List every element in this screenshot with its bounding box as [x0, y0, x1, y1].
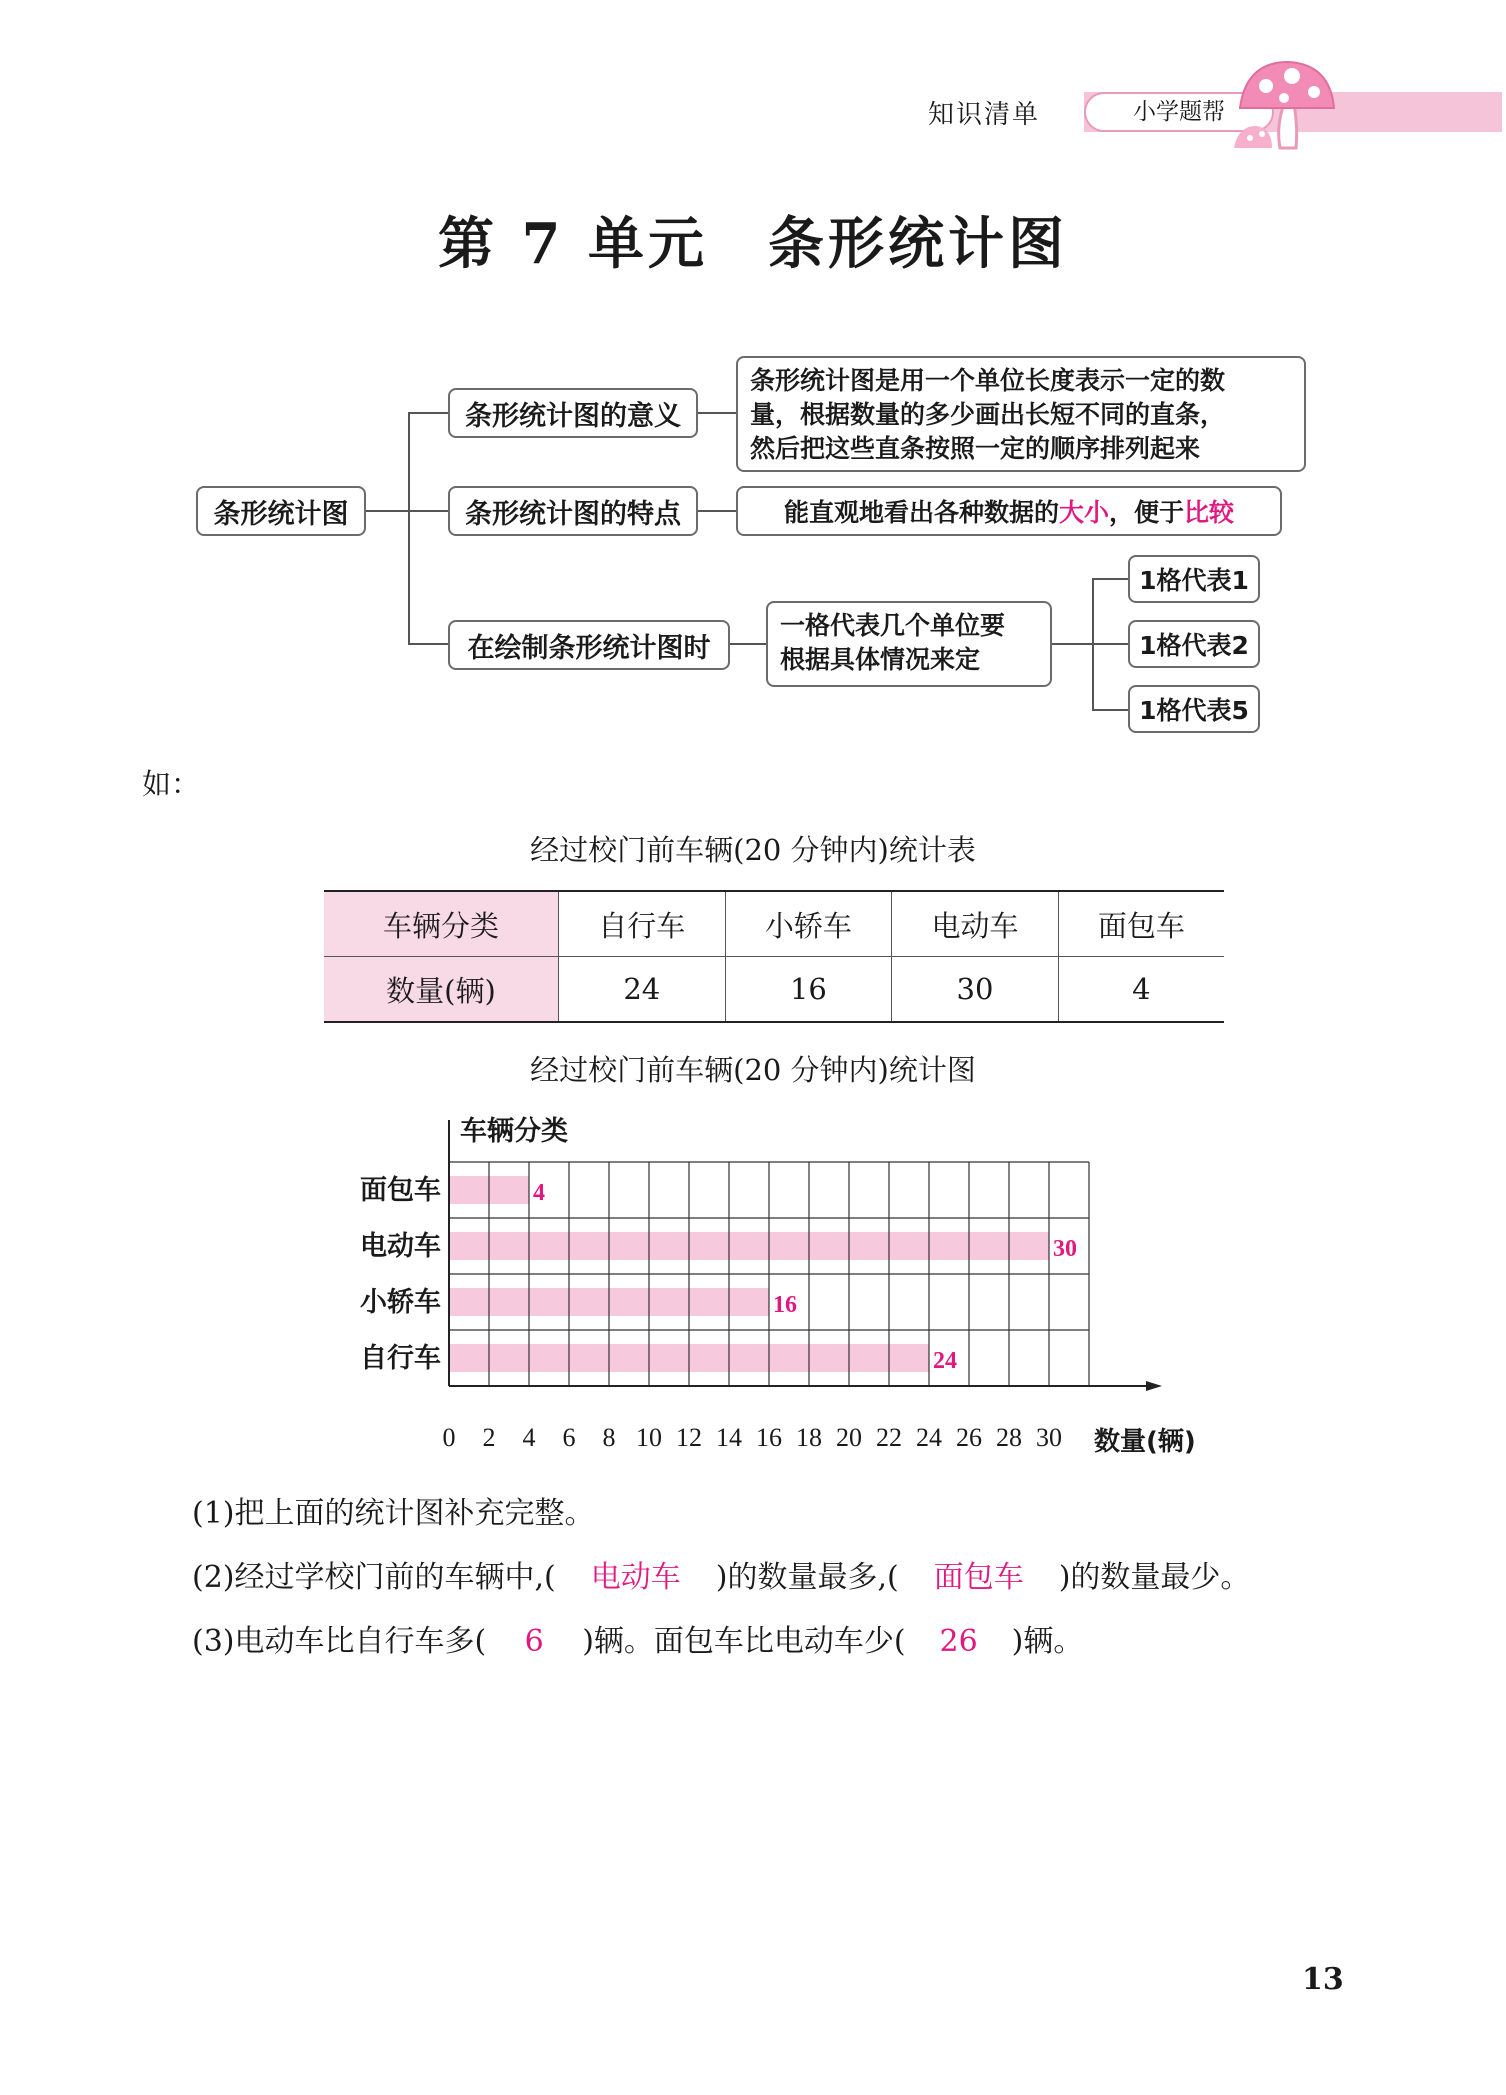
detail-line: 一格代表几个单位要 [780, 611, 1006, 640]
x-tick-label: 2 [482, 1423, 496, 1452]
x-tick-label: 30 [1036, 1423, 1062, 1452]
category-label: 面包车 [360, 1175, 441, 1206]
category-label: 自行车 [360, 1343, 441, 1374]
brand-label: 小学题帮 [1084, 92, 1274, 132]
unit-number: 第 7 单元 [438, 211, 708, 277]
question-2 [192, 1552, 1250, 1596]
option-box: 1格代表5 [1128, 685, 1260, 733]
bar-电动车 [449, 1232, 1049, 1260]
x-tick-label: 12 [676, 1423, 702, 1452]
y-axis-label: 车辆分类 [460, 1116, 568, 1147]
page-number: 13 [1302, 1962, 1344, 1997]
answer-diff-2: 26 [939, 1624, 978, 1659]
branch-drawing: 在绘制条形统计图时 [448, 620, 730, 670]
category-label: 小轿车 [360, 1287, 441, 1318]
x-tick-label: 10 [636, 1423, 662, 1452]
x-tick-label: 18 [796, 1423, 822, 1452]
category-label: 电动车 [360, 1231, 441, 1262]
section-label: 知识清单 [928, 100, 1041, 130]
x-axis-arrow [1146, 1381, 1162, 1391]
table-cell: 4 [1058, 957, 1224, 1023]
keyword-size: 大小 [1058, 498, 1109, 527]
table-cell: 小轿车 [725, 891, 892, 957]
example-label: 如： [142, 767, 201, 801]
bar-value-label: 30 [1053, 1236, 1077, 1262]
table-cell: 24 [559, 957, 726, 1023]
keyword-compare: 比较 [1184, 498, 1235, 527]
mindmap-root: 条形统计图 [196, 486, 366, 536]
x-tick-label: 26 [956, 1423, 982, 1452]
x-tick-label: 22 [876, 1423, 902, 1452]
x-tick-label: 14 [716, 1423, 742, 1452]
table-cell: 数量(辆) [324, 957, 559, 1023]
answer-diff-1: 6 [524, 1624, 544, 1659]
table-cell: 电动车 [892, 891, 1059, 957]
branch-meaning: 条形统计图的意义 [448, 388, 698, 438]
detail-line: 条形统计图是用一个单位长度表示一定的数 [750, 366, 1226, 395]
x-tick-label: 0 [442, 1423, 456, 1452]
branch-features: 条形统计图的特点 [448, 486, 698, 536]
table-cell: 30 [892, 957, 1059, 1023]
detail-text: 能直观地看出各种数据的 [783, 498, 1059, 527]
detail-line: 然后把这些直条按照一定的顺序排列起来 [750, 434, 1201, 463]
bar-value-label: 16 [773, 1292, 797, 1318]
question-text: )的数量最少。 [1058, 1560, 1251, 1595]
x-tick-label: 28 [996, 1423, 1022, 1452]
table-title: 经过校门前车辆(20 分钟内)统计表 [530, 833, 976, 867]
question-text: (3)电动车比自行车多( [192, 1624, 487, 1659]
chart-title: 经过校门前车辆(20 分钟内)统计图 [530, 1053, 976, 1087]
detail-line: 量，根据数量的多少画出长短不同的直条， [750, 400, 1226, 429]
x-tick-label: 24 [916, 1423, 942, 1452]
unit-topic: 条形统计图 [767, 211, 1068, 277]
x-axis-label: 数量(辆) [1094, 1427, 1196, 1457]
question-1: (1)把上面的统计图补充完整。 [192, 1496, 595, 1531]
option-box: 1格代表1 [1128, 555, 1260, 603]
x-tick-label: 6 [562, 1423, 576, 1452]
question-text: )辆。面包车比电动车少( [582, 1624, 906, 1659]
question-text: )的数量最多,( [715, 1560, 899, 1595]
detail-text: ，便于 [1109, 498, 1185, 527]
x-tick-label: 16 [756, 1423, 782, 1452]
question-text: )辆。 [1011, 1624, 1084, 1659]
table-cell: 面包车 [1058, 891, 1224, 957]
option-box: 1格代表2 [1128, 620, 1260, 668]
x-tick-label: 4 [522, 1423, 536, 1452]
x-tick-label: 8 [602, 1423, 616, 1452]
table-cell: 自行车 [559, 891, 726, 957]
table-cell: 车辆分类 [324, 891, 559, 957]
answer-least: 面包车 [933, 1560, 1024, 1595]
bar-value-label: 4 [533, 1180, 545, 1206]
detail-line: 根据具体情况来定 [780, 645, 981, 674]
bar-value-label: 24 [933, 1348, 957, 1374]
table-cell: 16 [725, 957, 892, 1023]
answer-most: 电动车 [590, 1560, 681, 1595]
question-3 [192, 1616, 1083, 1660]
question-text: (2)经过学校门前的车辆中,( [192, 1560, 556, 1595]
x-tick-label: 20 [836, 1423, 862, 1452]
